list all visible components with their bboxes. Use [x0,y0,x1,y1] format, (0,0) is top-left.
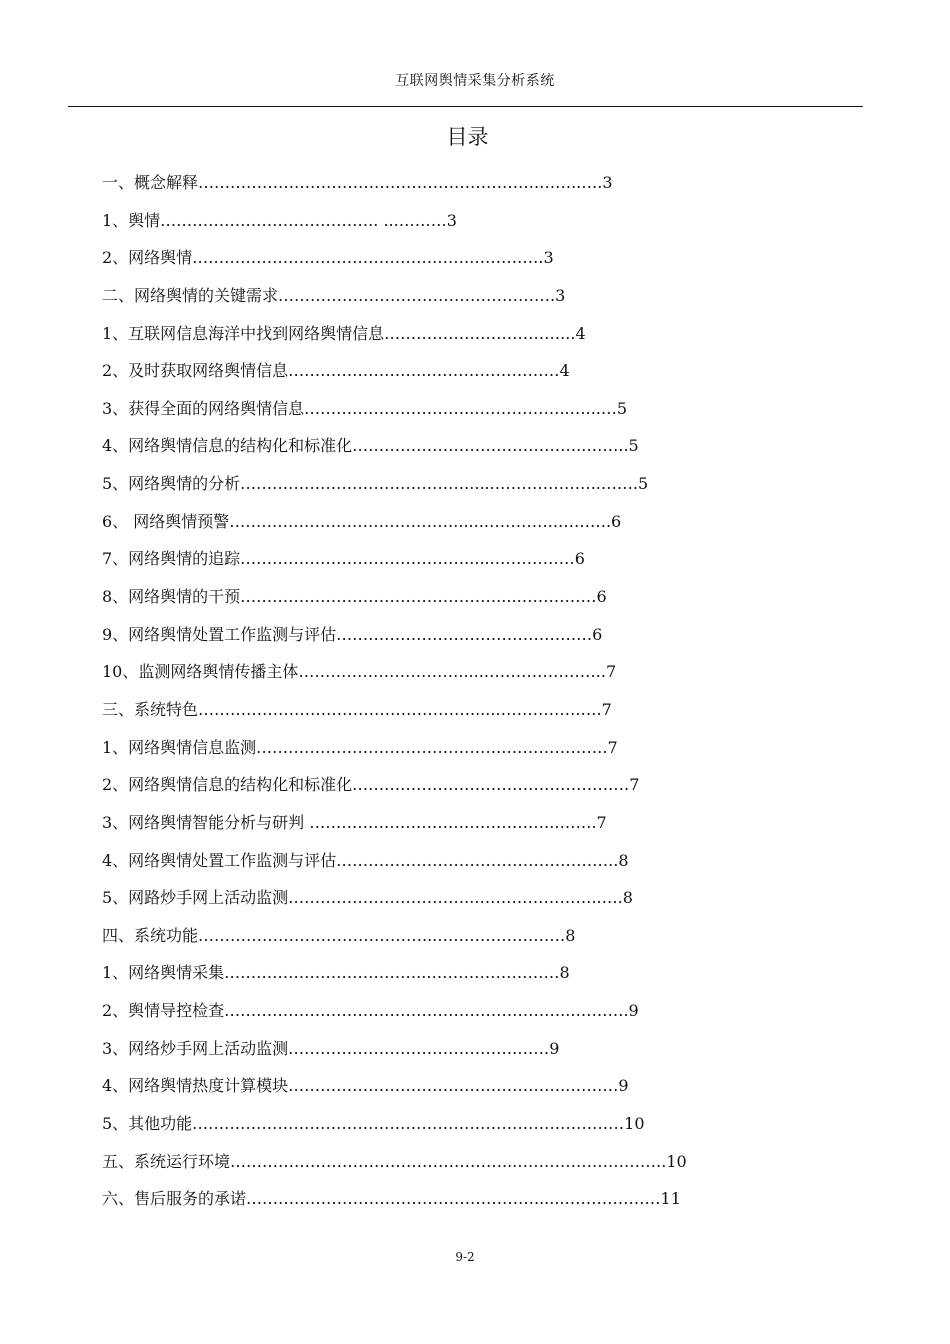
toc-entry-text: 2、舆情导控检查………………………………………………………...……….9 [102,1001,639,1021]
toc-list [102,170,862,1224]
toc-entry-2-7[interactable] [102,546,862,584]
toc-entry-1-1[interactable] [102,208,862,246]
toc-entry-3-2[interactable] [102,772,862,810]
toc-entry-4-3[interactable] [102,1036,862,1074]
toc-entry-2-8[interactable] [102,584,862,622]
toc-entry-2-5[interactable] [102,471,862,509]
toc-entry-4[interactable] [102,923,862,961]
toc-entry-4-1[interactable] [102,960,862,998]
toc-entry-text: 8、网络舆情的干预…………………………………………....……………6 [102,587,607,607]
toc-entry-text: 10、监测网络舆情传播主体………………………….....…………………..7 [102,662,617,682]
toc-entry-text: 1、网络舆情信息监测………………………………………..……………….7 [102,737,618,757]
toc-entry-3[interactable] [102,697,862,735]
toc-entry-3-5[interactable] [102,885,862,923]
page-number: 9-2 [455,1250,475,1264]
toc-entry-text: 1、舆情………………………………….. ...………3 [102,210,457,230]
toc-entry-2-9[interactable] [102,622,862,660]
toc-entry-5[interactable] [102,1149,862,1187]
toc-entry-text: 6、 网络舆情预警……………………………………......…………..……….6 [102,511,622,531]
toc-entry-text: 3、获得全面的网络舆情信息…………………………...……………..…...…5 [102,398,628,418]
toc-entry-text: 1、网络舆情采集………………………………...……………………8 [102,963,570,983]
toc-entry-2-1[interactable] [102,321,862,359]
toc-entry-text: 五、系统运行环境……………………………………………...……………………….10 [102,1151,687,1171]
toc-entry-2-6[interactable] [102,509,862,547]
toc-entry-text: 3、网络舆情智能分析与研判 ………………………………………..…….7 [102,812,607,832]
toc-entry-2-4[interactable] [102,433,862,471]
toc-entry-4-5[interactable] [102,1111,862,1149]
toc-entry-text: 7、网络舆情的追踪……………………………………......……………6 [102,549,585,569]
header-divider [68,106,863,107]
toc-entry-text: 1、互联网信息海洋中找到网络舆情信息……………………………...4 [102,323,586,343]
toc-entry-2-2[interactable] [102,358,862,396]
toc-entry-text: 2、及时获取网络舆情信息……………………...……………………4 [102,361,570,381]
toc-entry-1[interactable] [102,170,862,208]
toc-entry-1-2[interactable] [102,245,862,283]
toc-entry-3-3[interactable] [102,810,862,848]
toc-entry-text: 二、网络舆情的关键需求…………………………………………….3 [102,285,566,305]
toc-entry-text: 四、系统功能……………………………………...……………………8 [102,925,576,945]
toc-entry-text: 三、系统特色…………………………………………….....…………….….7 [102,699,612,719]
toc-entry-text: 4、网络舆情处置工作监测与评估……………………………………………..8 [102,850,629,870]
toc-entry-text: 3、网络炒手网上活动监测…………………………………….……9 [102,1038,560,1058]
toc-entry-6[interactable] [102,1186,862,1224]
toc-title: 目录 [446,125,489,149]
toc-entry-text: 2、网络舆情信息的结构化和标准化………………………………………….…7 [102,775,640,795]
toc-entry-3-1[interactable] [102,735,862,773]
toc-entry-text: 4、网络舆情信息的结构化和标准化……………………………………..……..5 [102,436,639,456]
toc-entry-text: 2、网络舆情……………………………………….…….………….3 [102,248,554,268]
toc-entry-4-2[interactable] [102,998,862,1036]
toc-entry-text: 5、网络舆情的分析……………………………………......………………..…….5 [102,474,649,494]
toc-entry-2-3[interactable] [102,396,862,434]
toc-entry-text: 4、网络舆情热度计算模块……………………………………………..………9 [102,1076,629,1096]
toc-entry-text: 9、网络舆情处置工作监测与评估…………………………………………6 [102,624,603,644]
page-header-title: 互联网舆情采集分析系统 [395,73,555,89]
toc-entry-text: 5、其他功能………………………………………………………………………10 [102,1114,645,1134]
toc-entry-text: 5、网路炒手网上活动监测……………………………...…………………..….8 [102,888,633,908]
toc-entry-4-4[interactable] [102,1073,862,1111]
toc-entry-2-10[interactable] [102,659,862,697]
toc-entry-text: 一、概念解释……………………………………………………….……..….3 [102,173,613,192]
toc-entry-text: 六、售后服务的承诺………………………………………………......………………11 [102,1189,681,1209]
toc-entry-2[interactable] [102,283,862,321]
toc-entry-3-4[interactable] [102,848,862,886]
